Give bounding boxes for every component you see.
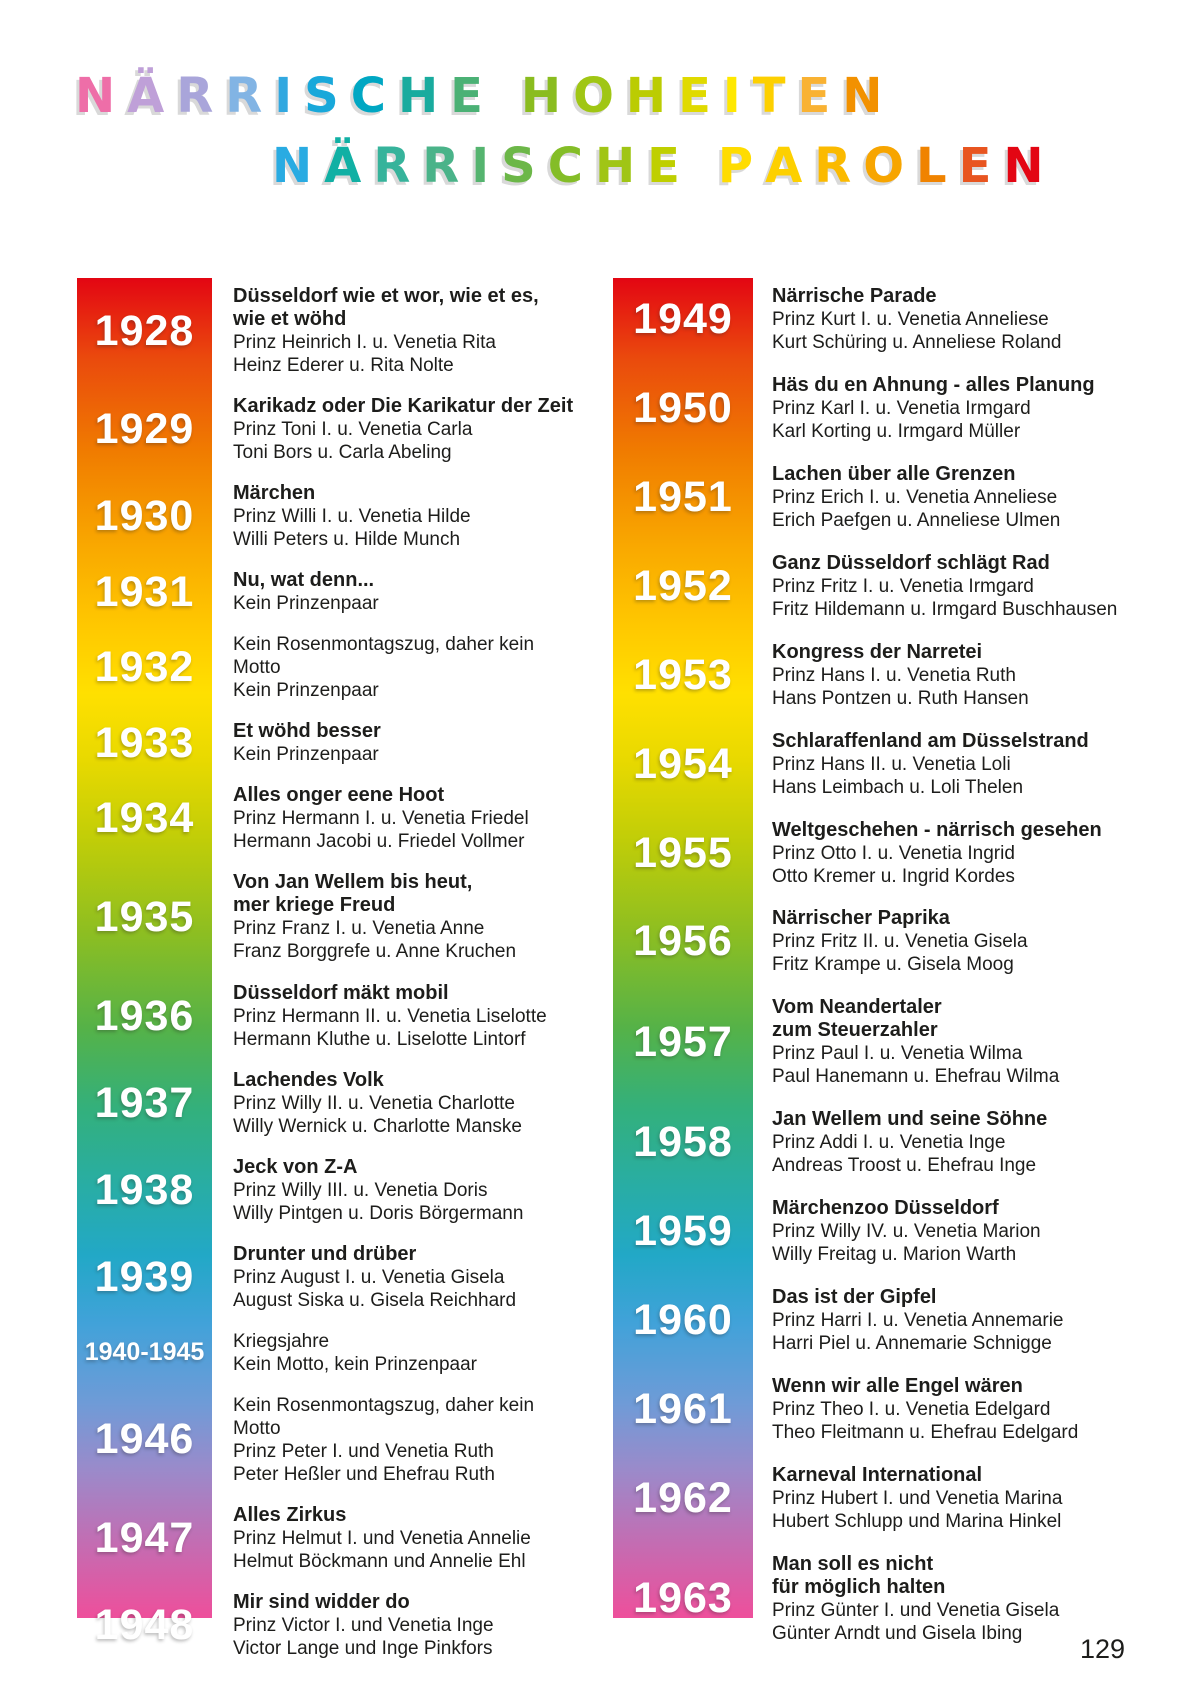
- entry-year: 1960: [633, 1296, 733, 1345]
- entry-year: 1954: [633, 739, 733, 788]
- entry-text: [212, 1330, 477, 1376]
- timeline-entry: [613, 641, 1125, 710]
- entry-line: Prinz Willi I. u. Venetia Hilde: [233, 506, 471, 528]
- title-letter: E: [958, 138, 992, 194]
- title-letter: E: [647, 138, 680, 194]
- title-letter: Ä: [324, 138, 362, 194]
- entry-line: Otto Kremer u. Ingrid Kordes: [772, 865, 1015, 887]
- entry-motto-line: Jeck von Z-A: [233, 1155, 358, 1178]
- timeline-entry: [77, 982, 575, 1051]
- entry-text: [212, 1504, 531, 1573]
- timeline-entry: [77, 720, 575, 766]
- entry-motto-line: mer kriege Freud: [233, 894, 396, 917]
- timeline-entry: [77, 784, 575, 853]
- entry-line: Kein Prinzenpaar: [233, 680, 379, 702]
- entry-line: Prinz Harri I. u. Venetia Annemarie: [772, 1310, 1064, 1332]
- entry-year: 1949: [633, 295, 733, 343]
- timeline-entry: [77, 1504, 575, 1573]
- entry-year: 1961: [633, 1385, 733, 1434]
- title-letter: E: [450, 68, 483, 124]
- entry-motto-line: Vom Neandertaler: [772, 996, 942, 1019]
- title-letter: I: [274, 68, 293, 124]
- entry-line: Willy Wernick u. Charlotte Manske: [233, 1115, 522, 1137]
- title-letter: I: [722, 68, 741, 124]
- entry-motto-line: Das ist der Gipfel: [772, 1286, 937, 1309]
- entry-line: August Siska u. Gisela Reichhard: [233, 1289, 517, 1311]
- entry-line: Kein Rosenmontagszug, daher kein Motto: [233, 634, 535, 679]
- timeline-entry: [77, 1394, 575, 1486]
- entry-line: Karl Korting u. Irmgard Müller: [772, 420, 1021, 442]
- entry-year: 1959: [633, 1207, 733, 1256]
- entry-text: [212, 395, 573, 464]
- entry-line: Prinz Fritz II. u. Venetia Gisela: [772, 931, 1028, 953]
- entry-year: 1928: [94, 306, 195, 355]
- entry-line: Prinz Hans II. u. Venetia Loli: [772, 753, 1011, 775]
- entry-text: [212, 1243, 516, 1312]
- entry-motto-line: Kongress der Narretei: [772, 640, 983, 663]
- entry-line: Prinz Hans I. u. Venetia Ruth: [772, 664, 1016, 686]
- entry-text: [753, 1553, 1059, 1645]
- entry-year: 1962: [633, 1473, 733, 1522]
- entry-line: Willy Freitag u. Marion Warth: [772, 1244, 1017, 1266]
- entry-line: Prinz Toni I. u. Venetia Carla: [233, 419, 473, 441]
- entry-year: 1929: [94, 405, 195, 454]
- entry-line: Kurt Schüring u. Anneliese Roland: [772, 332, 1062, 353]
- title-letter: C: [547, 138, 583, 194]
- entry-line: Kriegsjahre: [233, 1330, 330, 1352]
- entry-motto-line: Mir sind widder do: [233, 1590, 410, 1613]
- title-letter: A: [765, 138, 803, 194]
- timeline-column-right: [613, 278, 1125, 1645]
- timeline-entry: [77, 1156, 575, 1225]
- entry-text: [753, 1108, 1047, 1177]
- entry-motto-line: zum Steuerzahler: [772, 1019, 938, 1042]
- title-letter: N: [272, 138, 313, 194]
- entry-year: 1958: [633, 1118, 733, 1167]
- entry-line: Prinz Willy II. u. Venetia Charlotte: [233, 1092, 515, 1114]
- entry-line: Paul Hanemann u. Ehefrau Wilma: [772, 1066, 1060, 1088]
- entry-motto-line: Man soll es nicht: [772, 1552, 934, 1575]
- entry-year: 1952: [633, 561, 733, 610]
- entry-text: [753, 641, 1029, 710]
- entry-year: 1956: [633, 917, 733, 966]
- title-letter: T: [752, 68, 786, 124]
- entry-year: 1932: [94, 643, 195, 692]
- entry-motto-line: für möglich halten: [772, 1575, 946, 1598]
- entry-line: Prinz Günter I. und Venetia Gisela: [772, 1599, 1060, 1621]
- entry-motto-line: Et wöhd besser: [233, 720, 381, 743]
- title-letter: R: [814, 138, 852, 194]
- entry-text: [753, 552, 1117, 621]
- timeline-column-left: [77, 278, 575, 1660]
- entry-line: Kein Rosenmontagszug, daher kein Motto: [233, 1394, 535, 1439]
- timeline-entry: [613, 996, 1125, 1088]
- entry-text: [212, 1069, 522, 1138]
- entry-motto-line: Weltgeschehen - närrisch gesehen: [772, 818, 1102, 841]
- timeline-entry: [77, 569, 575, 615]
- entry-line: Prinz Fritz I. u. Venetia Irmgard: [772, 575, 1034, 597]
- title-letter: C: [350, 68, 386, 124]
- entry-year: 1933: [94, 718, 195, 767]
- entry-line: Kein Motto, kein Prinzenpaar: [233, 1353, 477, 1375]
- timeline-entry: [613, 907, 1125, 976]
- entry-text: [753, 463, 1060, 532]
- entry-text: [753, 996, 1059, 1088]
- title-letter: E: [797, 68, 831, 124]
- entry-line: Prinz Willy III. u. Venetia Doris: [233, 1179, 488, 1201]
- entry-line: Prinz Hermann I. u. Venetia Friedel: [233, 808, 529, 830]
- entry-motto-line: Drunter und drüber: [233, 1242, 417, 1265]
- entry-motto-line: Karikadz oder Die Karikatur der Zeit: [233, 395, 574, 418]
- title-letter: H: [625, 68, 667, 124]
- entry-text: [753, 1375, 1078, 1444]
- entry-motto-line: Düsseldorf mäkt mobil: [233, 981, 449, 1004]
- entry-line: Kein Prinzenpaar: [233, 744, 379, 766]
- entry-motto-line: Von Jan Wellem bis heut,: [233, 871, 473, 894]
- entry-text: [212, 1394, 575, 1486]
- entry-motto-line: wie et wöhd: [233, 308, 347, 330]
- title-letter: H: [397, 68, 439, 124]
- entry-text: [753, 285, 1061, 354]
- entry-line: Prinz Victor I. und Venetia Inge: [233, 1614, 494, 1636]
- entry-text: [212, 569, 379, 615]
- timeline-entry: [77, 871, 575, 963]
- entry-line: Prinz Karl I. u. Venetia Irmgard: [772, 397, 1031, 419]
- title-letter: S: [501, 138, 536, 194]
- entry-text: [212, 482, 471, 551]
- entry-line: Kein Prinzenpaar: [233, 593, 379, 615]
- entry-motto-line: Lachen über alle Grenzen: [772, 462, 1016, 485]
- entry-line: Heinz Ederer u. Rita Nolte: [233, 355, 454, 376]
- entry-motto-line: Närrische Parade: [772, 285, 937, 307]
- entry-line: Prinz Hermann II. u. Venetia Liselotte: [233, 1005, 547, 1027]
- entry-text: [212, 784, 529, 853]
- timeline-entry: [613, 552, 1125, 621]
- entry-text: [212, 1156, 523, 1225]
- entry-motto-line: Düsseldorf wie et wor, wie et es,: [233, 285, 539, 307]
- page-number: 129: [1080, 1634, 1126, 1664]
- entry-year: 1948: [94, 1600, 195, 1649]
- entry-line: Prinz Otto I. u. Venetia Ingrid: [772, 842, 1015, 864]
- entry-line: Toni Bors u. Carla Abeling: [233, 442, 452, 464]
- title-letter: R: [225, 68, 263, 124]
- timeline-entry: [613, 730, 1125, 799]
- title-letter: R: [422, 138, 460, 194]
- entry-line: Prinz Theo I. u. Venetia Edelgard: [772, 1399, 1051, 1421]
- entry-text: [753, 1464, 1062, 1533]
- entry-motto-line: Jan Wellem und seine Söhne: [772, 1108, 1048, 1131]
- entry-motto-line: Karneval International: [772, 1463, 983, 1486]
- entry-year: 1955: [633, 828, 733, 877]
- entry-line: Peter Heßler und Ehefrau Ruth: [233, 1463, 495, 1485]
- title-letter: Ä: [127, 68, 165, 124]
- entry-line: Harri Piel u. Annemarie Schnigge: [772, 1333, 1052, 1355]
- title-letter: N: [75, 68, 116, 124]
- entry-line: Prinz Willy IV. u. Venetia Marion: [772, 1221, 1041, 1243]
- timeline-entry: [77, 1243, 575, 1312]
- entry-motto-line: Märchenzoo Düsseldorf: [772, 1197, 999, 1220]
- entry-motto-line: Märchen: [233, 482, 316, 505]
- entry-line: Prinz Hubert I. und Venetia Marina: [772, 1487, 1063, 1509]
- entry-line: Hermann Jacobi u. Friedel Vollmer: [233, 831, 525, 853]
- title-letter: H: [520, 68, 562, 124]
- entry-line: Theo Fleitmann u. Ehefrau Edelgard: [772, 1422, 1079, 1444]
- timeline-entry: [613, 1286, 1125, 1355]
- entry-line: Erich Paefgen u. Anneliese Ulmen: [772, 509, 1061, 531]
- title-letter: O: [573, 68, 614, 124]
- entry-year: 1937: [94, 1078, 195, 1127]
- entry-line: Prinz Helmut I. und Venetia Annelie: [233, 1527, 531, 1549]
- entry-year: 1931: [94, 567, 195, 616]
- entry-year: 1935: [94, 892, 195, 941]
- entry-year: 1939: [94, 1252, 195, 1301]
- timeline-entry: [613, 1464, 1125, 1533]
- entry-line: Victor Lange und Inge Pinkfors: [233, 1637, 493, 1659]
- entry-motto-line: Häs du en Ahnung - alles Planung: [772, 373, 1095, 396]
- entry-line: Prinz Paul I. u. Venetia Wilma: [772, 1043, 1023, 1065]
- title-letter: I: [471, 138, 490, 194]
- entry-text: [753, 374, 1095, 443]
- entry-year: 1938: [94, 1165, 195, 1214]
- timeline-entry: [613, 1553, 1125, 1645]
- entry-line: Prinz Franz I. u. Venetia Anne: [233, 918, 485, 940]
- entry-line: Hans Leimbach u. Loli Thelen: [772, 776, 1024, 798]
- entry-line: Prinz Addi I. u. Venetia Inge: [772, 1132, 1006, 1154]
- entry-year: 1947: [94, 1513, 195, 1562]
- entries-right: [613, 278, 1125, 1645]
- title-letter: E: [678, 68, 711, 124]
- entry-year: 1953: [633, 650, 733, 699]
- timeline-entry: [77, 1591, 575, 1660]
- title-line-1: [75, 68, 894, 124]
- entry-year: 1946: [94, 1415, 195, 1464]
- entry-year: 1934: [94, 794, 195, 843]
- timeline-entry: [613, 374, 1125, 443]
- entry-text: [753, 1197, 1041, 1266]
- timeline-entry: [77, 1330, 575, 1376]
- entry-text: [212, 982, 547, 1051]
- entry-year: 1957: [633, 1017, 733, 1066]
- entry-year: 1940-1945: [84, 1338, 205, 1367]
- timeline-entry: [77, 285, 575, 377]
- entry-line: Fritz Krampe u. Gisela Moog: [772, 954, 1014, 976]
- entry-motto-line: Lachendes Volk: [233, 1068, 384, 1091]
- entry-year: 1950: [633, 383, 733, 432]
- timeline-entry: [77, 1069, 575, 1138]
- entry-text: [753, 907, 1028, 976]
- entry-line: Franz Borggrefe u. Anne Kruchen: [233, 941, 517, 963]
- timeline-entry: [613, 1108, 1125, 1177]
- timeline-entry: [77, 633, 575, 702]
- entry-line: Willi Peters u. Hilde Munch: [233, 529, 461, 551]
- entry-line: Hans Pontzen u. Ruth Hansen: [772, 687, 1029, 709]
- timeline-entry: [613, 1375, 1125, 1444]
- entry-text: [753, 730, 1089, 799]
- title-letter: H: [594, 138, 636, 194]
- entry-line: Prinz Peter I. und Venetia Ruth: [233, 1440, 494, 1462]
- entry-line: Hubert Schlupp und Marina Hinkel: [772, 1510, 1062, 1532]
- entry-motto-line: Ganz Düsseldorf schlägt Rad: [772, 551, 1050, 574]
- title-line-2: [272, 138, 1056, 194]
- entry-motto-line: Nu, wat denn...: [233, 569, 375, 592]
- entry-text: [212, 871, 516, 963]
- timeline-entry: [613, 1197, 1125, 1266]
- entry-motto-line: Alles Zirkus: [233, 1503, 347, 1526]
- timeline-entry: [613, 819, 1125, 888]
- entry-motto-line: Schlaraffenland am Düsselstrand: [772, 729, 1089, 752]
- timeline-entry: [613, 463, 1125, 532]
- entry-text: [212, 633, 575, 702]
- entry-line: Prinz Kurt I. u. Venetia Anneliese: [772, 309, 1049, 330]
- entry-line: Hermann Kluthe u. Liselotte Lintorf: [233, 1028, 526, 1050]
- entry-year: 1951: [633, 472, 733, 521]
- entry-year: 1963: [633, 1574, 733, 1623]
- entry-line: Helmut Böckmann und Annelie Ehl: [233, 1550, 526, 1572]
- entry-year: 1936: [94, 991, 195, 1040]
- entry-text: [753, 819, 1102, 888]
- title-letter: N: [1003, 138, 1044, 194]
- entry-line: Günter Arndt und Gisela Ibing: [772, 1622, 1023, 1644]
- entry-line: Prinz Erich I. u. Venetia Anneliese: [772, 486, 1058, 508]
- entry-text: [212, 1591, 494, 1660]
- entry-text: [212, 285, 539, 377]
- title-letter: S: [304, 68, 339, 124]
- entry-line: Prinz Heinrich I. u. Venetia Rita: [233, 332, 496, 353]
- entries-left: [77, 278, 575, 1660]
- entry-text: [753, 1286, 1063, 1355]
- entry-motto-line: Närrischer Paprika: [772, 907, 950, 930]
- timeline-entry: [613, 285, 1125, 354]
- title-letter: R: [373, 138, 411, 194]
- entry-motto-line: Alles onger eene Hoot: [233, 784, 445, 807]
- entry-line: Andreas Troost u. Ehefrau Inge: [772, 1155, 1037, 1177]
- title-letter: L: [916, 138, 947, 194]
- title-letter: R: [176, 68, 214, 124]
- timeline-entry: [77, 395, 575, 464]
- entry-year: 1930: [94, 492, 195, 541]
- timeline-entry: [77, 482, 575, 551]
- title-letter: N: [842, 68, 883, 124]
- entry-line: Prinz August I. u. Venetia Gisela: [233, 1266, 505, 1288]
- entry-motto-line: Wenn wir alle Engel wären: [772, 1375, 1023, 1398]
- title-letter: O: [863, 138, 905, 194]
- entry-line: Fritz Hildemann u. Irmgard Buschhausen: [772, 598, 1118, 620]
- entry-text: [212, 720, 381, 766]
- entry-line: Willy Pintgen u. Doris Börgermann: [233, 1202, 524, 1224]
- title-letter: P: [717, 138, 754, 194]
